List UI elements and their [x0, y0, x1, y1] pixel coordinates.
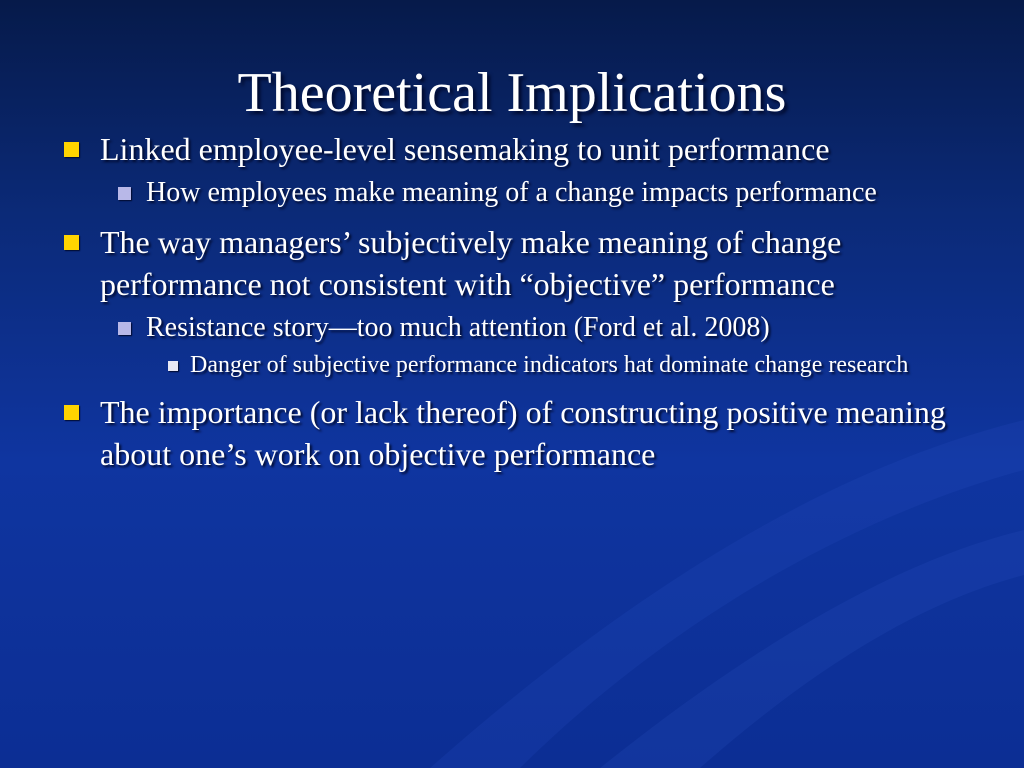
sub-bullet-text: How employees make meaning of a change impacts performance — [146, 177, 877, 208]
bullet-item — [60, 391, 960, 475]
bullet-text: The way managers’ subjectively make meaning of change performance not consistent with “objective” performance — [100, 224, 842, 302]
sub-sub-bullet-item — [164, 351, 960, 380]
bullet-item — [60, 221, 960, 305]
sub-bullet-text: Resistance story—too much attention (Ford et al. 2008) — [146, 312, 770, 343]
sub-bullet-item — [114, 310, 960, 345]
slide-title: Theoretical Implications — [237, 62, 787, 124]
bullet-text: Linked employee-level sensemaking to unit performance — [100, 131, 830, 167]
square-bullet-icon — [118, 322, 131, 335]
sub-bullet-item — [114, 175, 960, 210]
square-bullet-icon — [64, 142, 79, 157]
sub-sub-bullet-text: Danger of subjective performance indicators hat dominate change research — [190, 352, 909, 378]
bullet-list — [60, 126, 960, 475]
bullet-item — [60, 128, 960, 170]
square-bullet-icon — [64, 235, 79, 250]
square-bullet-icon — [118, 187, 131, 200]
square-bullet-icon — [64, 405, 79, 420]
bullet-text: The importance (or lack thereof) of constructing positive meaning about one’s work on objective performance — [100, 394, 946, 472]
square-bullet-icon — [168, 361, 178, 371]
